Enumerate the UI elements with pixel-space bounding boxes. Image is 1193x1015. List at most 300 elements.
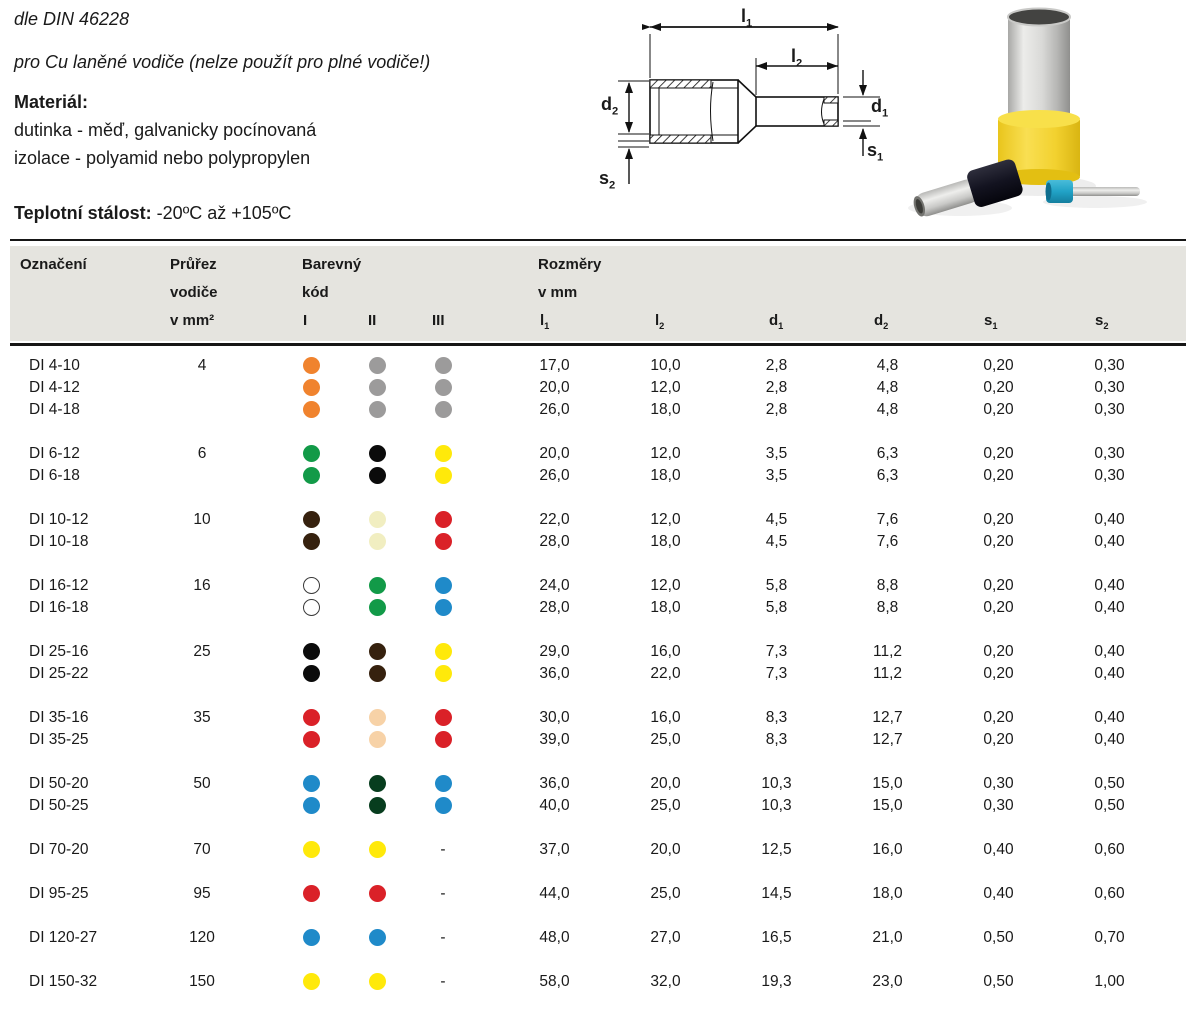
table-row — [10, 839, 1186, 861]
dim-value-0: 48,0 — [539, 929, 570, 946]
color-code-III — [410, 509, 476, 531]
dim-value-5: 0,50 — [1094, 797, 1125, 814]
dim-value-5: 0,30 — [1094, 379, 1125, 396]
dim-value-1: 16,0 — [650, 643, 681, 660]
dim-value-2: 3,5 — [765, 445, 788, 462]
dim-value-5: 1,00 — [1094, 973, 1125, 990]
color-dot-beige — [369, 731, 386, 748]
dim-value-4: 0,20 — [983, 445, 1014, 462]
dim-value-2: 16,5 — [761, 929, 792, 946]
dim-value-1: 16,0 — [650, 709, 681, 726]
table-group — [10, 971, 1186, 993]
dim-value-3: 8,8 — [876, 599, 899, 616]
dim-value-5: 0,60 — [1094, 885, 1125, 902]
color-dot-black — [369, 445, 386, 462]
dim-value-0: 26,0 — [539, 401, 570, 418]
row-designation: DI 120-27 — [29, 929, 98, 946]
dim-value-2: 3,5 — [765, 467, 788, 484]
color-code-I — [278, 641, 344, 663]
col-header-l2: $l_2$ — [655, 312, 665, 331]
dim-value-4: 0,20 — [983, 511, 1014, 528]
dim-value-0: 22,0 — [539, 511, 570, 528]
color-dot-blue — [435, 577, 452, 594]
color-dot-red — [435, 533, 452, 550]
dim-value-4: 0,20 — [983, 467, 1014, 484]
row-cross-section: 70 — [193, 841, 211, 858]
dim-label-d2: $d_2$ — [601, 94, 619, 118]
row-designation: DI 16-12 — [29, 577, 89, 594]
col-header-barevny-2: kód — [302, 284, 329, 301]
dim-value-1: 32,0 — [650, 973, 681, 990]
row-designation: DI 50-25 — [29, 797, 89, 814]
color-code-I — [278, 443, 344, 465]
dim-value-0: 24,0 — [539, 577, 570, 594]
col-header-barevny-1: Barevný — [302, 256, 362, 273]
table-row — [10, 729, 1186, 751]
color-code-II — [344, 729, 410, 751]
row-cross-section: 150 — [189, 973, 215, 990]
dim-value-5: 0,30 — [1094, 467, 1125, 484]
din-standard: dle DIN 46228 — [14, 9, 130, 29]
dim-value-3: 12,7 — [872, 731, 903, 748]
color-code-III — [410, 773, 476, 795]
dim-value-2: 14,5 — [761, 885, 792, 902]
row-cross-section: 95 — [193, 885, 211, 902]
color-dot-white — [303, 599, 320, 616]
color-code-II — [344, 597, 410, 619]
dim-value-3: 11,2 — [872, 643, 903, 660]
dim-value-3: 23,0 — [872, 973, 903, 990]
table-group — [10, 575, 1186, 619]
table-group — [10, 839, 1186, 861]
dim-value-1: 12,0 — [650, 577, 681, 594]
row-cross-section: 4 — [197, 357, 207, 374]
color-dot-black — [369, 467, 386, 484]
table-row — [10, 597, 1186, 619]
dim-value-3: 15,0 — [872, 775, 903, 792]
ferrule-cross-section — [593, 0, 893, 210]
dim-value-3: 15,0 — [872, 797, 903, 814]
dim-value-5: 0,40 — [1094, 533, 1125, 550]
color-code-I — [278, 355, 344, 377]
color-dot-yellow — [435, 643, 452, 660]
table-row — [10, 663, 1186, 685]
dim-value-4: 0,20 — [983, 643, 1014, 660]
color-code-III: - — [440, 929, 446, 946]
color-dot-red — [303, 731, 320, 748]
color-dot-brown — [303, 533, 320, 550]
dim-value-2: 2,8 — [765, 379, 788, 396]
color-dot-beige — [369, 709, 386, 726]
col-header-prurez-3: v mm² — [170, 312, 215, 329]
row-designation: DI 4-12 — [29, 379, 80, 396]
dim-value-0: 58,0 — [539, 973, 570, 990]
dim-value-4: 0,20 — [983, 731, 1014, 748]
dim-value-5: 0,30 — [1094, 445, 1125, 462]
col-header-rozmery-1: Rozměry — [538, 256, 602, 273]
dim-value-4: 0,20 — [983, 379, 1014, 396]
material-line-1: dutinka - měď, galvanicky pocínovaná — [14, 120, 317, 140]
material-label: Materiál: — [14, 92, 89, 112]
dim-value-1: 12,0 — [650, 445, 681, 462]
row-cross-section: 50 — [193, 775, 211, 792]
color-code-III: - — [440, 841, 446, 858]
dim-value-4: 0,20 — [983, 357, 1014, 374]
color-dot-gray — [435, 401, 452, 418]
color-code-II — [344, 971, 410, 993]
dim-value-5: 0,30 — [1094, 357, 1125, 374]
color-dot-blue — [369, 929, 386, 946]
dim-value-2: 10,3 — [761, 775, 792, 792]
row-designation: DI 10-18 — [29, 533, 89, 550]
dim-value-1: 22,0 — [650, 665, 681, 682]
color-code-I — [278, 795, 344, 817]
dim-value-1: 18,0 — [650, 467, 681, 484]
color-code-III — [410, 641, 476, 663]
color-code-I — [278, 531, 344, 553]
row-designation: DI 10-12 — [29, 511, 89, 528]
dim-value-0: 28,0 — [539, 533, 570, 550]
table-group — [10, 707, 1186, 751]
dim-value-4: 0,50 — [983, 973, 1014, 990]
color-dot-blue — [303, 929, 320, 946]
color-dot-yellow — [303, 841, 320, 858]
color-code-III: - — [440, 973, 446, 990]
dim-value-5: 0,30 — [1094, 401, 1125, 418]
color-code-I — [278, 971, 344, 993]
color-code-I — [278, 377, 344, 399]
dim-value-4: 0,30 — [983, 797, 1014, 814]
dim-value-1: 25,0 — [650, 885, 681, 902]
dim-value-2: 12,5 — [761, 841, 792, 858]
dim-value-4: 0,50 — [983, 929, 1014, 946]
row-designation: DI 4-18 — [29, 401, 80, 418]
col-header-color-I: I — [303, 312, 308, 329]
table-group — [10, 355, 1186, 421]
row-designation: DI 25-22 — [29, 665, 89, 682]
dim-value-0: 36,0 — [539, 665, 570, 682]
color-code-I — [278, 663, 344, 685]
dim-value-3: 12,7 — [872, 709, 903, 726]
color-code-III — [410, 355, 476, 377]
color-code-I — [278, 597, 344, 619]
dim-value-4: 0,30 — [983, 775, 1014, 792]
table-row — [10, 795, 1186, 817]
color-code-II — [344, 377, 410, 399]
dim-value-5: 0,60 — [1094, 841, 1125, 858]
color-code-II — [344, 575, 410, 597]
ferrule-photo-illustration — [900, 0, 1190, 235]
table-row — [10, 883, 1186, 905]
dim-value-3: 7,6 — [876, 511, 899, 528]
dim-value-2: 19,3 — [761, 973, 792, 990]
color-dot-green — [369, 577, 386, 594]
dim-value-5: 0,70 — [1094, 929, 1125, 946]
dim-value-2: 4,5 — [765, 511, 788, 528]
color-code-III: - — [440, 885, 446, 902]
row-designation: DI 6-18 — [29, 467, 80, 484]
dim-value-0: 20,0 — [539, 379, 570, 396]
col-header-s2: $s_2$ — [1095, 312, 1109, 331]
color-dot-yellow — [435, 467, 452, 484]
color-code-III — [410, 377, 476, 399]
color-code-III — [410, 597, 476, 619]
temperature-stability — [14, 202, 291, 224]
color-dot-red — [435, 511, 452, 528]
dim-value-2: 8,3 — [765, 709, 788, 726]
color-code-II — [344, 707, 410, 729]
color-code-I — [278, 883, 344, 905]
table-body — [10, 348, 1186, 1015]
dim-value-5: 0,40 — [1094, 599, 1125, 616]
temperature-value: -20ºC až +105ºC — [151, 203, 292, 223]
table-row — [10, 377, 1186, 399]
color-code-III — [410, 531, 476, 553]
row-designation: DI 35-16 — [29, 709, 89, 726]
col-header-s1: $s_1$ — [984, 312, 998, 331]
color-dot-red — [303, 885, 320, 902]
row-designation: DI 70-20 — [29, 841, 89, 858]
color-code-II — [344, 443, 410, 465]
color-dot-green — [303, 467, 320, 484]
color-dot-yellow — [435, 665, 452, 682]
color-code-I — [278, 707, 344, 729]
dim-value-4: 0,20 — [983, 401, 1014, 418]
usage-note: pro Cu laněné vodiče (nelze použít pro plné vodiče!) — [14, 52, 431, 72]
col-header-prurez-1: Průřez — [170, 256, 217, 273]
color-dot-red — [303, 709, 320, 726]
dim-value-5: 0,40 — [1094, 709, 1125, 726]
dim-value-3: 16,0 — [872, 841, 903, 858]
row-designation: DI 6-12 — [29, 445, 80, 462]
dim-value-4: 0,20 — [983, 533, 1014, 550]
color-dot-gray — [435, 379, 452, 396]
color-dot-orange — [303, 401, 320, 418]
dim-value-2: 5,8 — [765, 577, 788, 594]
col-header-d2: $d_2$ — [874, 312, 889, 331]
table-row — [10, 443, 1186, 465]
row-designation: DI 150-32 — [29, 973, 98, 990]
dim-value-0: 17,0 — [539, 357, 570, 374]
color-dot-white — [303, 577, 320, 594]
color-code-II — [344, 355, 410, 377]
dim-label-s1: $s_1$ — [867, 140, 884, 164]
table-group — [10, 641, 1186, 685]
dim-value-2: 2,8 — [765, 357, 788, 374]
color-code-III — [410, 399, 476, 421]
row-cross-section: 35 — [193, 709, 211, 726]
dim-value-1: 12,0 — [650, 511, 681, 528]
color-code-II — [344, 531, 410, 553]
color-dot-yellow — [369, 841, 386, 858]
color-dot-gray — [435, 357, 452, 374]
table-group — [10, 883, 1186, 905]
color-dot-green — [369, 599, 386, 616]
dim-value-0: 39,0 — [539, 731, 570, 748]
dim-value-0: 37,0 — [539, 841, 570, 858]
dim-value-2: 4,5 — [765, 533, 788, 550]
color-code-II — [344, 509, 410, 531]
dim-value-5: 0,40 — [1094, 643, 1125, 660]
color-dot-blue — [303, 797, 320, 814]
dim-value-2: 5,8 — [765, 599, 788, 616]
color-code-III — [410, 575, 476, 597]
dim-value-0: 20,0 — [539, 445, 570, 462]
dim-value-2: 10,3 — [761, 797, 792, 814]
dim-value-3: 4,8 — [876, 401, 899, 418]
table-row — [10, 971, 1186, 993]
color-dot-red — [435, 731, 452, 748]
dim-value-3: 11,2 — [872, 665, 903, 682]
color-dot-orange — [303, 357, 320, 374]
col-header-d1: $d_1$ — [769, 312, 784, 331]
color-code-I — [278, 399, 344, 421]
dim-value-5: 0,50 — [1094, 775, 1125, 792]
color-dot-blue — [435, 797, 452, 814]
table-row — [10, 927, 1186, 949]
table-group — [10, 773, 1186, 817]
dim-value-4: 0,40 — [983, 885, 1014, 902]
material-line-2: izolace - polyamid nebo polypropylen — [14, 148, 311, 168]
color-dot-brown — [369, 643, 386, 660]
col-header-rozmery-2: v mm — [538, 284, 578, 301]
dim-value-1: 25,0 — [650, 731, 681, 748]
color-code-I — [278, 839, 344, 861]
color-code-II — [344, 663, 410, 685]
table-row — [10, 531, 1186, 553]
dim-value-0: 36,0 — [539, 775, 570, 792]
color-code-I — [278, 927, 344, 949]
color-code-III — [410, 443, 476, 465]
color-dot-yellow — [303, 973, 320, 990]
table-group — [10, 927, 1186, 949]
row-designation: DI 35-25 — [29, 731, 89, 748]
color-dot-darkgreen — [369, 775, 386, 792]
dim-label-d1: $d_1$ — [871, 96, 889, 120]
color-code-I — [278, 575, 344, 597]
dim-value-1: 27,0 — [650, 929, 681, 946]
color-dot-black — [303, 643, 320, 660]
dim-value-4: 0,20 — [983, 665, 1014, 682]
dim-value-0: 30,0 — [539, 709, 570, 726]
color-dot-orange — [303, 379, 320, 396]
dim-label-s2: $s_2$ — [599, 168, 616, 192]
dim-value-5: 0,40 — [1094, 511, 1125, 528]
dim-value-2: 7,3 — [765, 643, 788, 660]
color-dot-black — [303, 665, 320, 682]
color-dot-yellow — [435, 445, 452, 462]
dim-value-3: 21,0 — [872, 929, 903, 946]
dim-value-1: 25,0 — [650, 797, 681, 814]
row-designation: DI 16-18 — [29, 599, 89, 616]
color-code-II — [344, 839, 410, 861]
top-rule — [10, 239, 1186, 241]
color-dot-brown — [303, 511, 320, 528]
dim-value-3: 4,8 — [876, 357, 899, 374]
color-code-III — [410, 663, 476, 685]
color-dot-gray — [369, 401, 386, 418]
color-dot-ivory — [369, 533, 386, 550]
dim-value-0: 29,0 — [539, 643, 570, 660]
dim-value-2: 8,3 — [765, 731, 788, 748]
dim-value-3: 8,8 — [876, 577, 899, 594]
color-dot-blue — [435, 775, 452, 792]
color-code-II — [344, 399, 410, 421]
row-designation: DI 95-25 — [29, 885, 89, 902]
table-row — [10, 509, 1186, 531]
color-dot-gray — [369, 379, 386, 396]
dim-value-4: 0,20 — [983, 599, 1014, 616]
row-cross-section: 6 — [197, 445, 207, 462]
color-code-II — [344, 465, 410, 487]
dim-value-5: 0,40 — [1094, 577, 1125, 594]
dim-value-4: 0,20 — [983, 709, 1014, 726]
row-designation: DI 4-10 — [29, 357, 80, 374]
dim-value-3: 4,8 — [876, 379, 899, 396]
col-header-color-II: II — [368, 312, 377, 329]
color-code-II — [344, 795, 410, 817]
color-dot-darkgreen — [369, 797, 386, 814]
dim-value-5: 0,40 — [1094, 731, 1125, 748]
dim-value-1: 18,0 — [650, 599, 681, 616]
col-header-l1: $l_1$ — [540, 312, 550, 331]
dim-label-l1: $l_1$ — [741, 6, 753, 30]
row-cross-section: 10 — [193, 511, 211, 528]
color-dot-gray — [369, 357, 386, 374]
dim-value-3: 6,3 — [876, 445, 899, 462]
dim-value-2: 7,3 — [765, 665, 788, 682]
dim-value-3: 6,3 — [876, 467, 899, 484]
table-row — [10, 399, 1186, 421]
color-code-II — [344, 883, 410, 905]
color-dot-blue — [435, 599, 452, 616]
table-row — [10, 707, 1186, 729]
dim-value-2: 2,8 — [765, 401, 788, 418]
color-code-I — [278, 465, 344, 487]
dimension-drawing — [593, 0, 893, 210]
color-code-I — [278, 729, 344, 751]
row-cross-section: 120 — [189, 929, 215, 946]
dim-value-1: 12,0 — [650, 379, 681, 396]
product-photo — [900, 0, 1190, 235]
dim-value-0: 26,0 — [539, 467, 570, 484]
col-header-oznaceni: Označení — [20, 256, 87, 273]
color-dot-green — [303, 445, 320, 462]
table-group — [10, 509, 1186, 553]
row-designation: DI 50-20 — [29, 775, 89, 792]
color-dot-ivory — [369, 511, 386, 528]
color-dot-red — [369, 885, 386, 902]
dim-value-4: 0,20 — [983, 577, 1014, 594]
table-group — [10, 443, 1186, 487]
dim-value-1: 20,0 — [650, 775, 681, 792]
col-header-color-III: III — [432, 312, 445, 329]
row-cross-section: 25 — [193, 643, 211, 660]
dim-value-1: 18,0 — [650, 401, 681, 418]
color-code-III — [410, 465, 476, 487]
col-header-prurez-2: vodiče — [170, 284, 218, 301]
dim-value-5: 0,40 — [1094, 665, 1125, 682]
temperature-label: Teplotní stálost: — [14, 203, 152, 223]
color-code-II — [344, 927, 410, 949]
color-code-III — [410, 795, 476, 817]
dim-value-1: 20,0 — [650, 841, 681, 858]
color-code-I — [278, 773, 344, 795]
color-dot-yellow — [369, 973, 386, 990]
dim-value-3: 7,6 — [876, 533, 899, 550]
color-code-I — [278, 509, 344, 531]
dim-value-0: 44,0 — [539, 885, 570, 902]
